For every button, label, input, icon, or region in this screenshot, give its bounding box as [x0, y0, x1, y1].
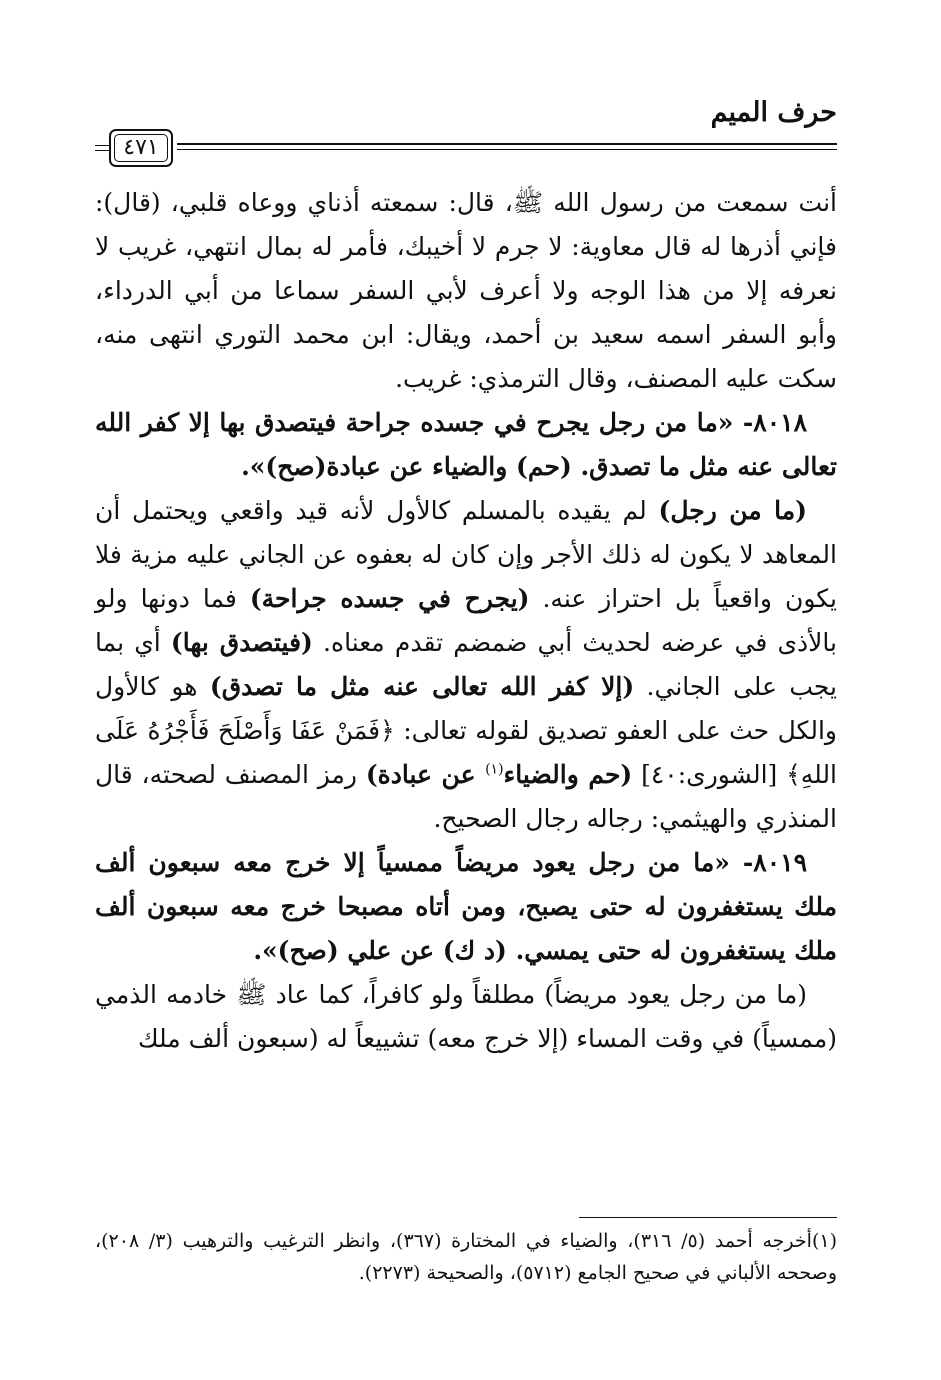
quoted-phrase: (إلا كفر الله تعالى عنه مثل ما تصدق) [209, 672, 635, 701]
commentary-text: هو كالأول والكل حث على العفو تصديق لقوله تعالى: ﴿فَمَنْ عَفَا وَأَصْلَحَ فَأَجْرُهُ عَلَى اللهِ﴾ [الشورى:٤٠] [95, 672, 838, 789]
commentary-text: أي بما يجب على الجاني. [95, 628, 838, 701]
footnote-reference[interactable]: (١) [485, 761, 504, 778]
quoted-phrase: (فيتصدق بها) [170, 628, 313, 657]
page-number: ٤٧١ [123, 135, 159, 160]
book-page [95, 95, 837, 1335]
page-header [95, 95, 837, 185]
footnotes [95, 1225, 837, 1289]
hadith-8018: ٨٠١٨- «ما من رجل يجرح في جسده جراحة فيتصدق بها إلا كفر الله تعالى عنه مثل ما تصدق. (حم) والضياء عن عبادة(صح)». [95, 408, 837, 481]
header-rule [95, 145, 109, 146]
header-rule [95, 150, 109, 151]
commentary-paragraph [95, 489, 837, 841]
commentary-text: رمز المصنف لصحته، قال المنذري والهيثمي: رجاله رجال الصحيح. [95, 760, 837, 833]
hadith-8019: ٨٠١٩- «ما من رجل يعود مريضاً ممسياً إلا خرج معه سبعون ألف ملك يستغفرون له حتى يصبح، ومن أتاه مصبحا خرج معه سبعون ألف ملك يستغفرون له حتى يمسي. (د ك) عن علي (صح)». [95, 848, 837, 965]
commentary-paragraph: (ما من رجل يعود مريضاً) مطلقاً ولو كافراً، كما عاد ﷺ خادمه الذمي (ممسياً) في وقت المساء (إلا خرج معه) تشييعاً له (سبعون ألف ملك [95, 980, 837, 1053]
page-number-frame [109, 129, 173, 167]
commentary-text: لم يقيده بالمسلم كالأول لأنه قيد واقعي ويحتمل أن المعاهد لا يكون له ذلك الأجر وإن كان له بعفوه عن الجاني عليه مزية فلا يكون واقعياً بل احتراز عنه. [95, 496, 837, 613]
header-rule [177, 143, 837, 145]
quoted-phrase: (حم والضياء [503, 760, 633, 789]
commentary-text: فما دونها ولو بالأذى في عرضه لحديث أبي ضمضم تقدم معناه. [95, 584, 837, 657]
quoted-phrase: (يجرح في جسده جراحة) [249, 584, 530, 613]
commentary-paragraph: أنت سمعت من رسول الله ﷺ، قال: سمعته أذناي ووعاه قلبي، (قال): فإني أذرها له قال معاوية: لا جرم لا أخيبك، فأمر له بمال انتهي، غريب لا نعرفه إلا من هذا الوجه ولا أعرف لأبي السفر سماعا من أبي الدرداء، وأبو السفر اسمه سعيد بن أحمد، ويقال: ابن محمد التوري انتهى منه، سكت عليه المصنف، وقال الترمذي: غريب. [95, 188, 837, 393]
footnote-1: (١)أخرجه أحمد (٥/ ٣١٦)، والضياء في المختارة (٣٦٧)، وانظر الترغيب والترهيب (٣/ ٢٠٨)، وصححه الألباني في صحيح الجامع (٥٧١٢)، والصحيحة (٢٢٧٣). [95, 1230, 837, 1284]
quoted-phrase: عن عبادة) [365, 760, 486, 789]
page-body [95, 181, 837, 1061]
chapter-title: حرف الميم [710, 97, 837, 128]
quoted-phrase: (ما من رجل) [658, 496, 807, 525]
footnote-separator [579, 1217, 837, 1218]
header-rule [177, 149, 837, 150]
